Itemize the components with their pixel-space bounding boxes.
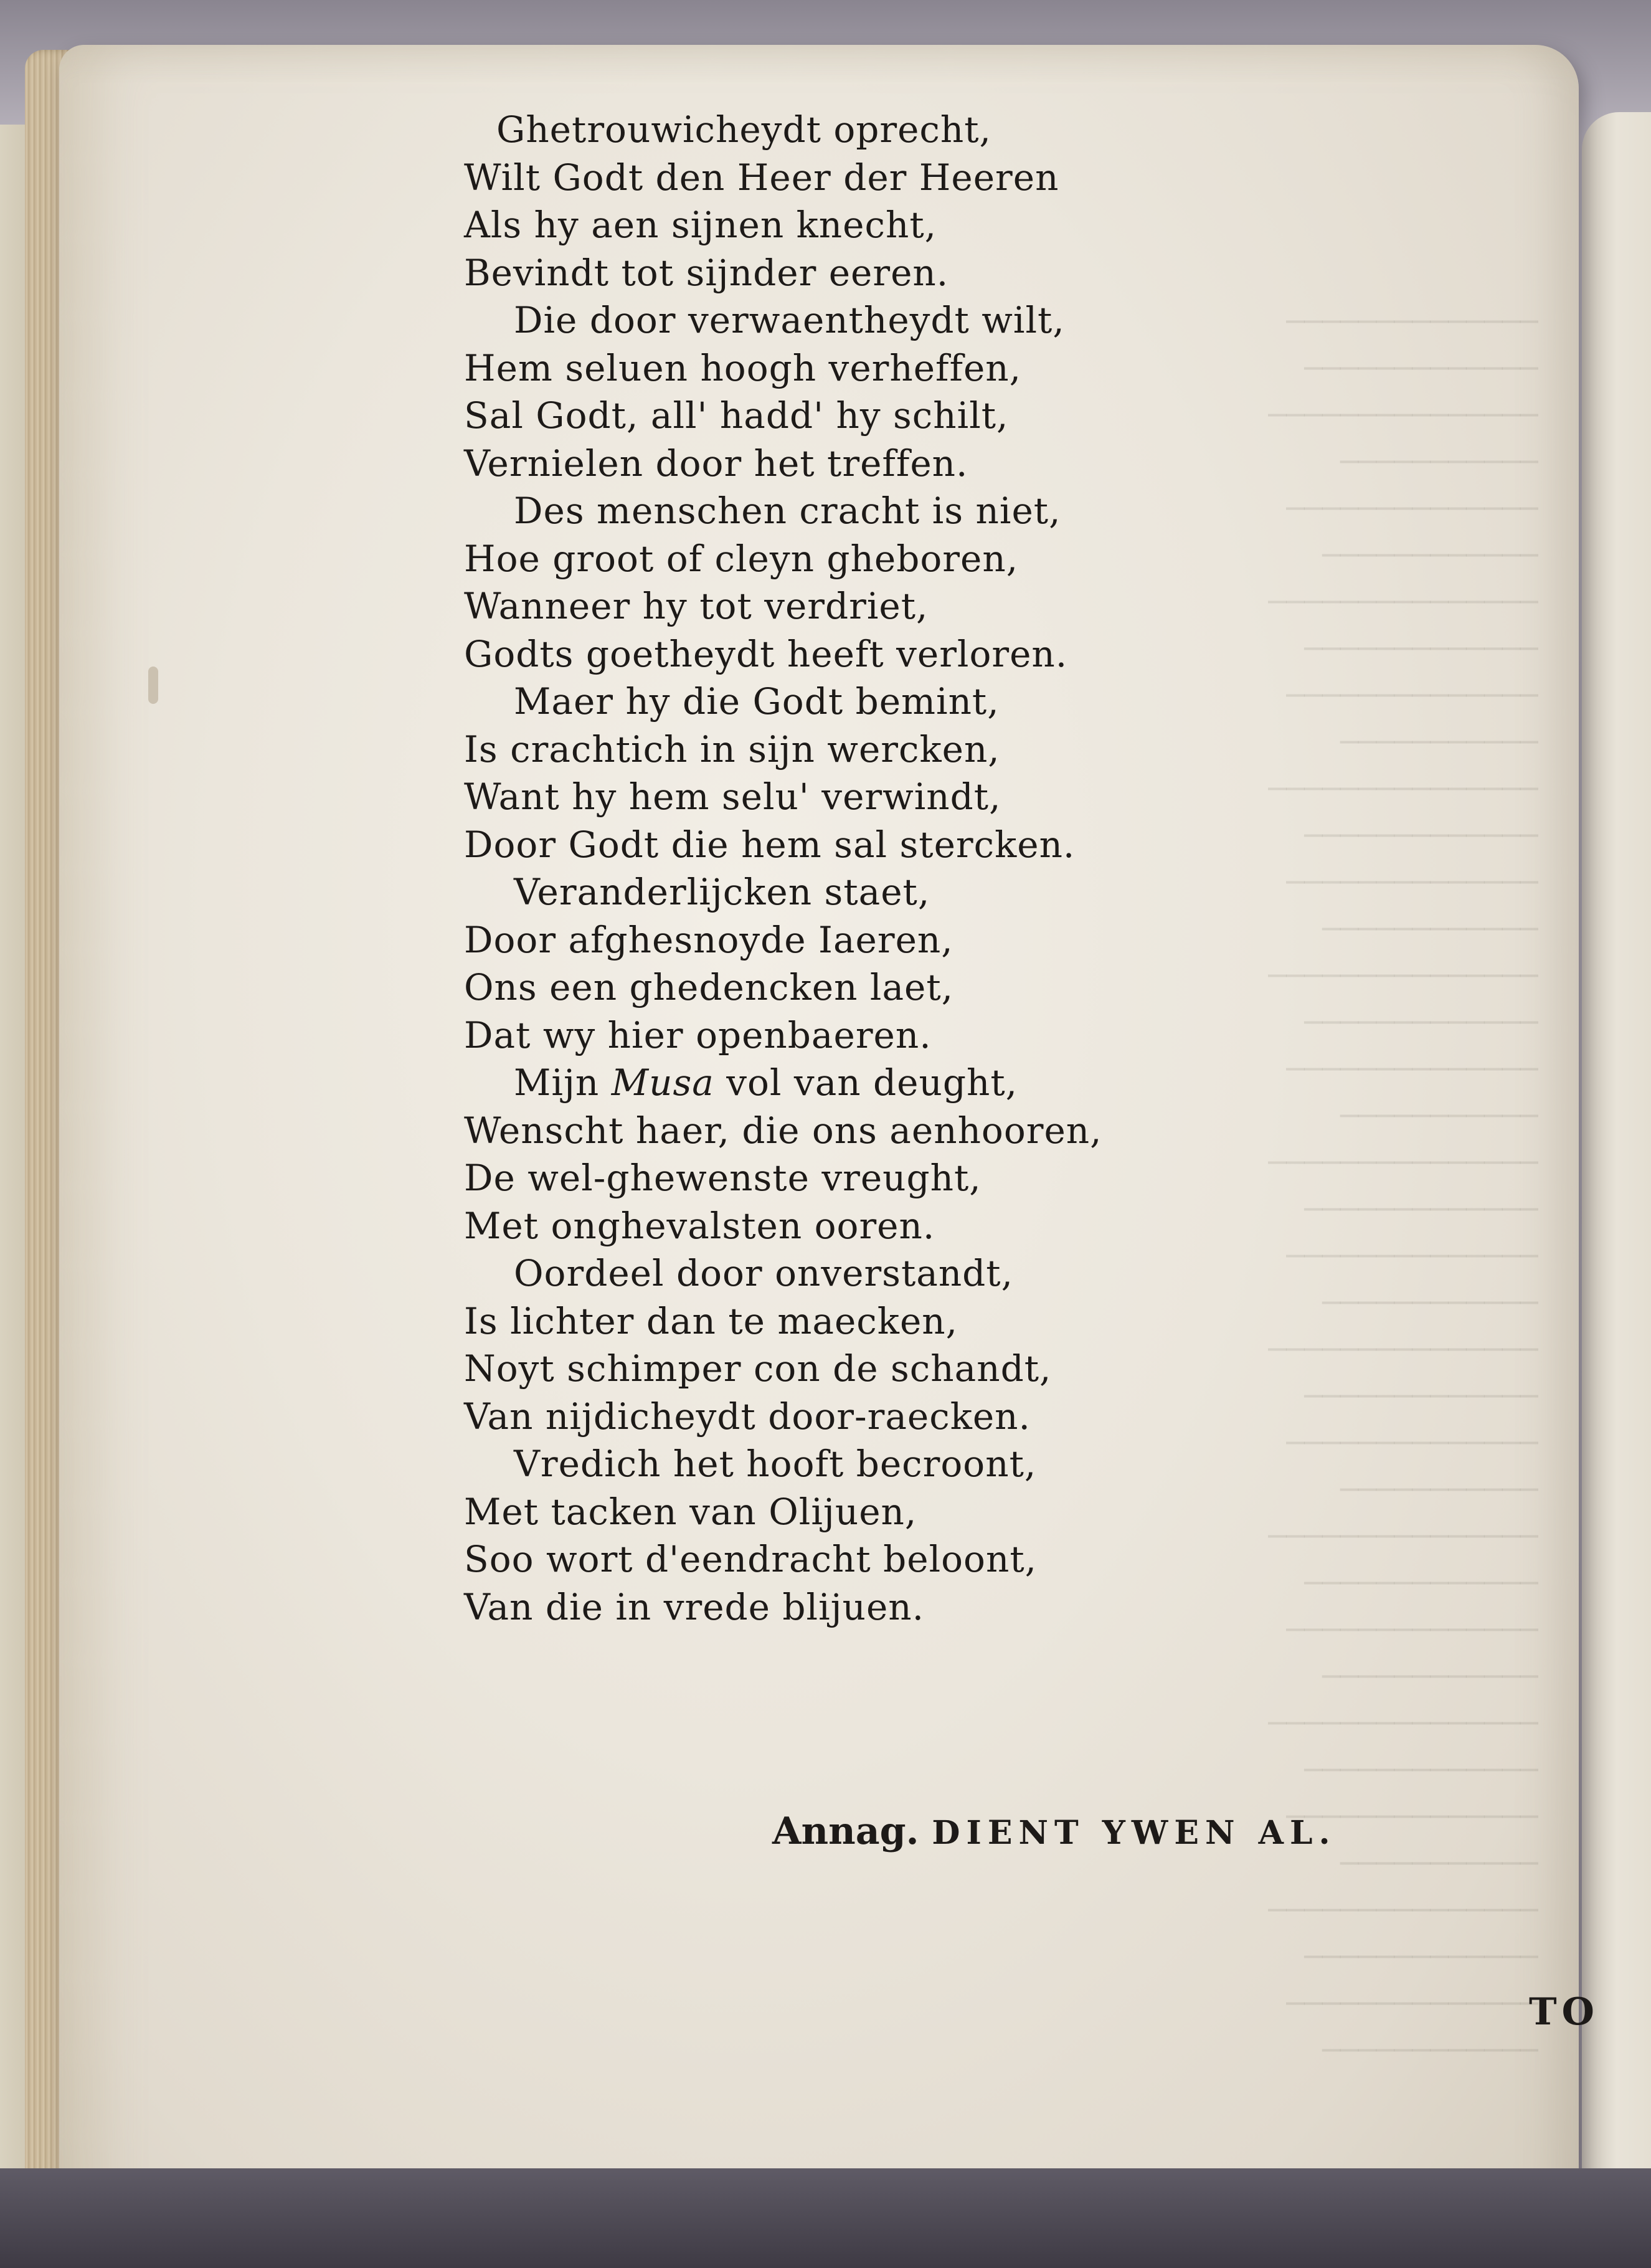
poem-line: Is crachtich in sijn wercken, — [464, 728, 1000, 771]
catchword: TO — [1529, 1990, 1599, 2034]
signature-motto: DIENT YWEN AL. — [932, 1814, 1336, 1852]
poem-line: Ons een ghedencken laet, — [464, 966, 954, 1008]
poem-line — [464, 1059, 1236, 1107]
poem-line: Ghetrouwicheydt oprecht, — [496, 108, 991, 151]
poem-line: Hem seluen hoogh verheffen, — [464, 346, 1022, 389]
poem-line: Als hy aen sijnen knecht, — [464, 204, 937, 246]
poem-line-text: vol van deught, — [714, 1061, 1018, 1104]
poem-line: Godts goetheydt heeft verloren. — [464, 632, 1068, 675]
table-surface — [0, 2168, 1651, 2268]
poem-line: Van die in vrede blijuen. — [464, 1585, 925, 1628]
poem-text-block — [464, 106, 1236, 1631]
poem-line: Door afghesnoyde Iaeren, — [464, 918, 953, 961]
poem-line: Dat wy hier openbaeren. — [464, 1013, 932, 1056]
poem-line: De wel-ghewenste vreught, — [464, 1157, 982, 1199]
poem-line: Want hy hem selu' verwindt, — [464, 776, 1001, 818]
poem-line: Veranderlijcken staet, — [514, 871, 930, 913]
poem-line-text: Mijn — [514, 1061, 612, 1104]
poem-line: Wenscht haer, die ons aenhooren, — [464, 1109, 1102, 1152]
poem-line: Met tacken van Olijuen, — [464, 1490, 917, 1533]
poem-line: Wilt Godt den Heer der Heeren — [464, 156, 1059, 199]
poem-line: Des menschen cracht is niet, — [514, 490, 1061, 532]
paper-stain — [148, 667, 158, 704]
poem-line: Hoe groot of cleyn gheboren, — [464, 537, 1019, 580]
poem-line-italic: Musa — [611, 1061, 714, 1104]
poem-line: Vredich het hooft becroont, — [514, 1443, 1037, 1485]
poem-line: Van nijdicheydt door-raecken. — [464, 1395, 1031, 1438]
poem-line: Sal Godt, all' hadd' hy schilt, — [464, 394, 1009, 437]
poem-line: Vernielen door het treffen. — [464, 442, 968, 485]
poem-line: Met onghevalsten ooren. — [464, 1204, 935, 1247]
facing-page — [1582, 112, 1651, 2186]
poem-line: Noyt schimper con de schandt, — [464, 1347, 1052, 1390]
poem-line: Oordeel door onverstandt, — [514, 1252, 1014, 1294]
poem-line: Door Godt die hem sal stercken. — [464, 823, 1076, 866]
poem-line: Die door verwaentheydt wilt, — [514, 299, 1065, 341]
poem-line: Wanneer hy tot verdriet, — [464, 585, 929, 627]
poem-line: Bevindt tot sijnder eeren. — [464, 251, 949, 294]
poem-line: Is lichter dan te maecken, — [464, 1299, 958, 1342]
show-through-text: ────────────── ───────────── ─────────────── ─────────── ────────────── ──────────── ─────────────── ───────────── ────────────── ─────────── ─────────────── ───────────── ────────────── ──────────── ─────────────── ───────────── ────────────── ─────────── ─────────────── ───────────── ────────────── ──────────── ─────────────── ───────────── ────────────── ─────────── ─────────────── ───────────── ────────────── ──────────── ─────────────── ───────────── ────────────── ─────────── ─────────────── ───────────── ────────────── ──────────── — [1268, 305, 1538, 2068]
poem-line: Soo wort d'eendracht beloont, — [464, 1538, 1038, 1580]
poem-line: Maer hy die Godt bemint, — [514, 680, 1000, 723]
signature-prefix: Annag. — [772, 1810, 919, 1853]
signature-line — [772, 1810, 1336, 1853]
